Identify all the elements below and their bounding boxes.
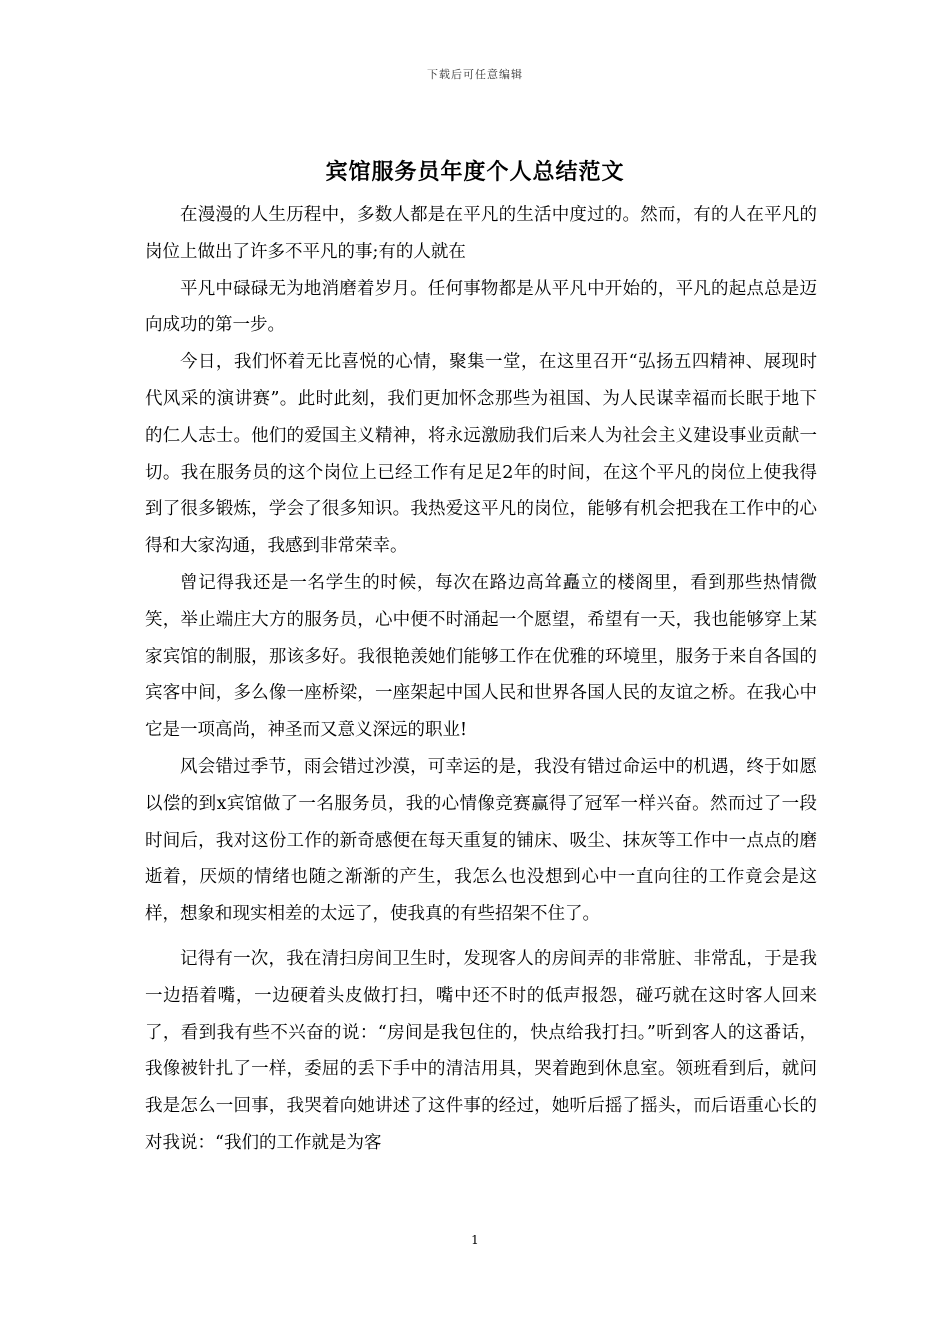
- paragraph-6: 记得有一次，我在清扫房间卫生时，发现客人的房间弄的非常脏、非常乱，于是我一边捂着嘴，一边硬着头皮做打扫，嘴中还不时的低声报怨，碰巧就在这时客人回来了，看到我有些不兴奋的说：“房间是我包住的，快点给我打扫。”听到客人的这番话，我像被针扎了一样，委屈的丢下手中的清洁用具，哭着跑到休息室。领班看到后，就问我是怎么一回事，我哭着向她讲述了这件事的经过，她听后摇了摇头，而后语重心长的对我说：“我们的工作就是为客: [145, 948, 817, 1153]
- paragraph-4: 曾记得我还是一名学生的时候，每次在路边高耸矗立的楼阁里，看到那些热情微笑，举止端庄大方的服务员，心中便不时涌起一个愿望，希望有一天，我也能够穿上某家宾馆的制服，那该多好。我很艳羡她们能够工作在优雅的环境里，服务于来自各国的宾客中间，多么像一座桥梁，一座架起中国人民和世界各国人民的友谊之桥。在我心中它是一项高尚，神圣而又意义深远的职业!: [145, 572, 817, 741]
- paragraph-2: 平凡中碌碌无为地消磨着岁月。任何事物都是从平凡中开始的，平凡的起点总是迈向成功的第一步。: [145, 278, 817, 336]
- paragraph-1: 在漫漫的人生历程中，多数人都是在平凡的生活中度过的。然而，有的人在平凡的岗位上做出了许多不平凡的事;有的人就在: [145, 205, 817, 262]
- paragraph-5: 风会错过季节，雨会错过沙漠，可幸运的是，我没有错过命运中的机遇，终于如愿以偿的到x宾馆做了一名服务员，我的心情像竞赛赢得了冠军一样兴奋。然而过了一段时间后，我对这份工作的新奇感便在每天重复的铺床、吸尘、抹灰等工作中一点点的磨逝着，厌烦的情绪也随之渐渐的产生，我怎么也没想到心中一直向往的工作竟会是这样，想象和现实相差的太远了，使我真的有些招架不住了。: [145, 756, 817, 925]
- document-body: [145, 197, 817, 1162]
- document-title: 宾馆服务员年度个人总结范文: [325, 159, 625, 185]
- page-number: 1: [471, 1233, 479, 1247]
- paragraph-3: 今日，我们怀着无比喜悦的心情，聚集一堂，在这里召开“弘扬五四精神、展现时代风采的演讲赛”。此时此刻，我们更加怀念那些为祖国、为人民谋幸福而长眠于地下的仁人志士。他们的爱国主义精神，将永远激励我们后来人为社会主义建设事业贡献一切。我在服务员的这个岗位上已经工作有足足2年的时间，在这个平凡的岗位上使我得到了很多锻炼，学会了很多知识。我热爱这平凡的岗位，能够有机会把我在工作中的心得和大家沟通，我感到非常荣幸。: [145, 352, 817, 557]
- header-note: 下载后可任意编辑: [427, 68, 523, 81]
